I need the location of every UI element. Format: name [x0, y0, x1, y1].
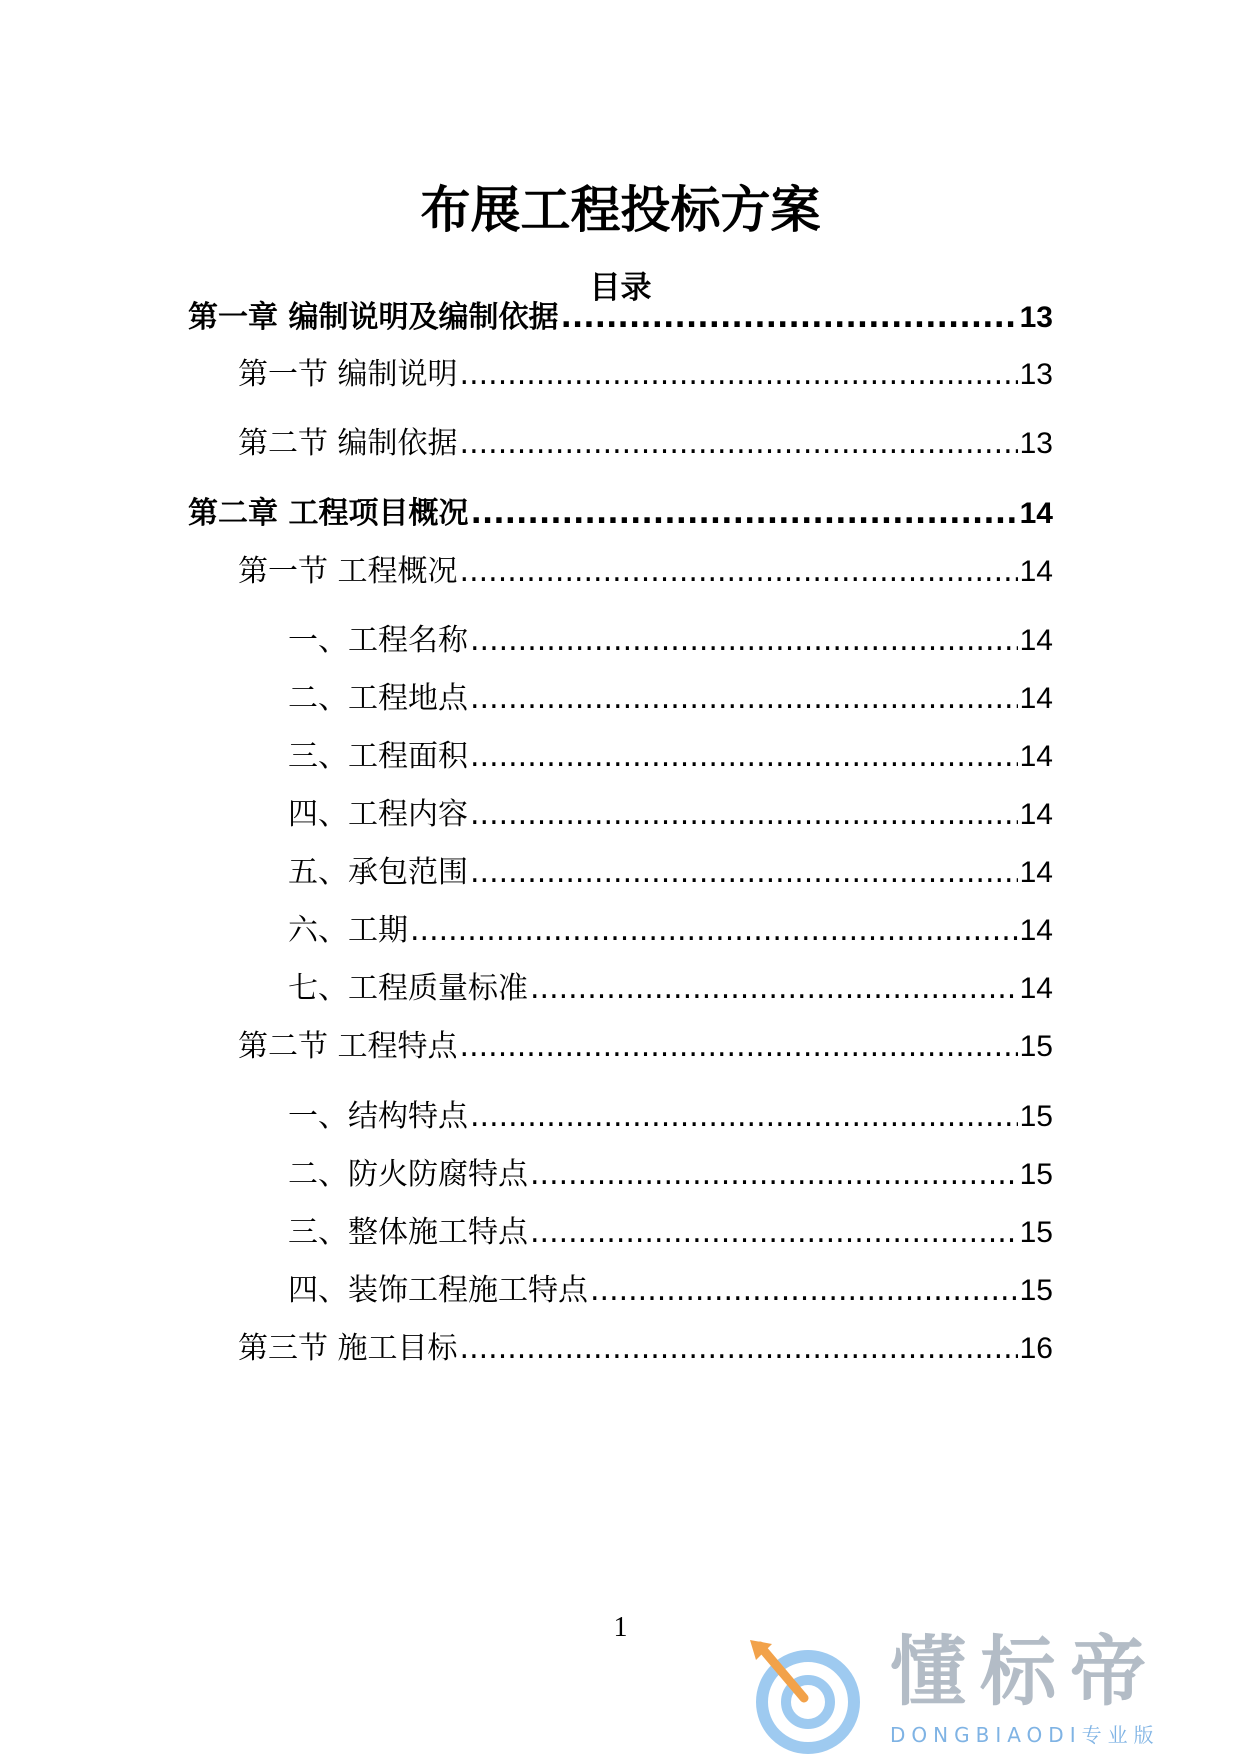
toc-page-number: 15: [1019, 1274, 1053, 1307]
toc-page-number: 15: [1019, 1216, 1053, 1249]
toc-entry-label: 二、防火防腐特点: [288, 1157, 528, 1192]
toc-entry-label: 第一章 编制说明及编制依据: [188, 300, 559, 335]
toc-page-number: 15: [1019, 1100, 1053, 1133]
toc-page-number: 14: [1019, 624, 1053, 657]
toc-item-row[interactable]: [288, 737, 1053, 777]
toc-entry-label: 第二节 编制依据: [238, 426, 458, 461]
toc-entry-label: 一、工程名称: [288, 623, 468, 658]
toc-leader-dots: [460, 424, 1018, 464]
toc-leader-dots: [460, 1329, 1018, 1369]
toc-leader-dots: [410, 911, 1018, 951]
toc-leader-dots: [470, 621, 1018, 661]
toc-page-number: 14: [1019, 497, 1053, 530]
toc-page-number: 14: [1019, 856, 1053, 889]
toc-entry-label: 二、工程地点: [288, 681, 468, 716]
toc-item-row[interactable]: [288, 679, 1053, 719]
toc-page-number: 14: [1019, 972, 1053, 1005]
toc-page-number: 13: [1019, 358, 1053, 391]
toc-entry-label: 七、工程质量标准: [288, 971, 528, 1006]
toc-item-row[interactable]: [288, 911, 1053, 951]
toc-section-row[interactable]: [238, 1329, 1053, 1369]
toc-leader-dots: [470, 737, 1018, 777]
toc-leader-dots: [470, 679, 1018, 719]
toc-leader-dots: [460, 552, 1018, 592]
toc-leader-dots: [460, 355, 1018, 395]
target-logo-icon: [746, 1636, 866, 1754]
document-title: 布展工程投标方案: [420, 181, 821, 239]
toc-leader-dots: [470, 795, 1018, 835]
toc-entry-label: 第一节 编制说明: [238, 357, 458, 392]
toc-page-number: 15: [1019, 1158, 1053, 1191]
toc-leader-dots: [470, 1097, 1018, 1137]
watermark: [740, 1620, 1240, 1754]
toc-entry-label: 一、结构特点: [288, 1099, 468, 1134]
watermark-name: 懂标帝: [890, 1627, 1160, 1716]
watermark-subtitle: DONGBIAODI专业版: [890, 1723, 1160, 1747]
toc-entry-label: 四、工程内容: [288, 797, 468, 832]
toc-entry-label: 第三节 施工目标: [238, 1331, 458, 1366]
toc-page-number: 13: [1019, 301, 1053, 334]
toc-page-number: 14: [1019, 555, 1053, 588]
toc-page-number: 14: [1019, 798, 1053, 831]
toc-section-row[interactable]: [238, 424, 1053, 464]
toc-page-number: 14: [1019, 740, 1053, 773]
toc-item-row[interactable]: [288, 1213, 1053, 1253]
toc-leader-dots: [460, 1027, 1018, 1067]
toc-chapter-row[interactable]: [188, 494, 1053, 534]
toc-page-number: 14: [1019, 914, 1053, 947]
toc-item-row[interactable]: [288, 1097, 1053, 1137]
toc-section-row[interactable]: [238, 552, 1053, 592]
toc-section-row[interactable]: [238, 355, 1053, 395]
toc-leader-dots: [470, 494, 1017, 534]
toc-leader-dots: [530, 1213, 1018, 1253]
toc-leader-dots: [590, 1271, 1018, 1311]
toc-page-number: 13: [1019, 427, 1053, 460]
toc-page-number: 14: [1019, 682, 1053, 715]
toc-entry-label: 三、整体施工特点: [288, 1215, 528, 1250]
toc-leader-dots: [470, 853, 1018, 893]
page-number: 1: [613, 1612, 628, 1643]
toc-item-row[interactable]: [288, 853, 1053, 893]
toc-entry-label: 第二节 工程特点: [238, 1029, 458, 1064]
toc-entry-label: 六、工期: [288, 913, 408, 948]
toc-item-row[interactable]: [288, 1155, 1053, 1195]
toc-leader-dots: [530, 1155, 1018, 1195]
toc-entry-label: 三、工程面积: [288, 739, 468, 774]
toc-page-number: 15: [1019, 1030, 1053, 1063]
toc-heading: 目录: [589, 270, 652, 306]
toc-item-row[interactable]: [288, 1271, 1053, 1311]
toc-item-row[interactable]: [288, 969, 1053, 1009]
toc-section-row[interactable]: [238, 1027, 1053, 1067]
toc-page-number: 16: [1019, 1332, 1053, 1365]
toc-leader-dots: [530, 969, 1018, 1009]
toc-entry-label: 五、承包范围: [288, 855, 468, 890]
toc-item-row[interactable]: [288, 621, 1053, 661]
toc-entry-label: 第一节 工程概况: [238, 554, 458, 589]
toc-leader-dots: [560, 298, 1017, 338]
toc-entry-label: 第二章 工程项目概况: [188, 496, 469, 531]
toc-chapter-row[interactable]: [188, 298, 1053, 338]
toc-item-row[interactable]: [288, 795, 1053, 835]
toc-entry-label: 四、装饰工程施工特点: [288, 1273, 588, 1308]
